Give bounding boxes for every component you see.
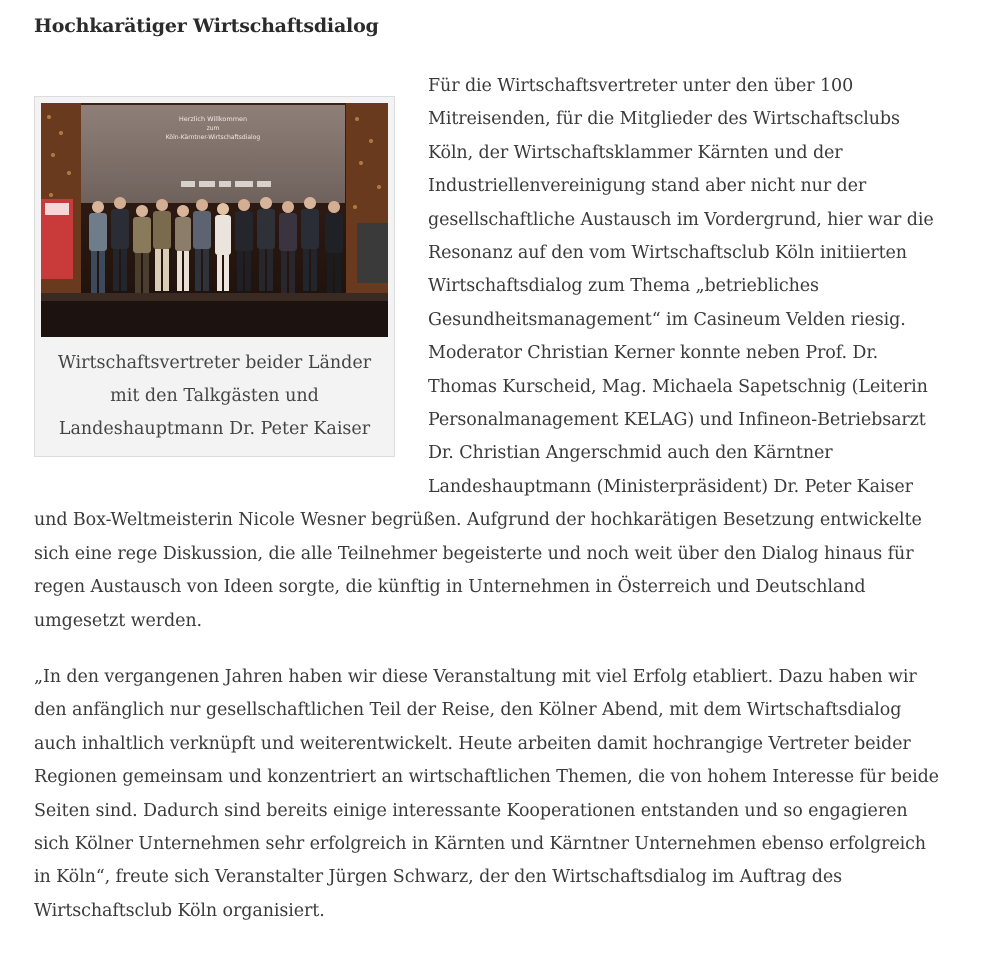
screen-text-2: zum bbox=[206, 125, 220, 132]
screen-text-1: Herzlich Willkommen bbox=[178, 115, 248, 123]
article bbox=[34, 0, 946, 928]
paragraph-2: „In den vergangenen Jahren haben wir diese Veranstaltung mit viel Erfolg etabliert. Dazu haben wir den anfänglich nur gesellschaftlichen Teil der Reise, den Kölner Abend, mit dem Wirtschaftsdialog auch inhaltlich verknüpft und weiterentwickelt. Heute arbeiten damit hochrangige Vertreter beider Regionen gemeinsam und konzentriert an wirtschaftlichen Themen, die von hohem Interesse für beide Seiten sind. Dadurch sind bereits einige interessante Kooperationen entstanden und so engagieren sich Kölner Unternehmen sehr erfolgreich in Kärnten und Kärntner Unternehmen ebenso erfolgreich in Köln“, freute sich Veranstalter Jürgen Schwarz, der den Wirtschaftsdialog im Auftrag des Wirtschaftsclub Köln organisiert. bbox=[34, 666, 939, 921]
paragraph-1: Für die Wirtschaftsvertreter unter den über 100 Mitreisenden, für die Mitglieder des Wirtschaftsclubs Köln, der Wirtschaftsklammer Kärnten und der Industriellenvereinigung stand aber nicht nur der gesellschaftliche Austausch im Vordergrund, hier war die Resonanz auf den vom Wirtschaftsclub Köln initiierten Wirtschaftsdialog zum Thema „betriebliches Gesundheitsmanagement“ im Casineum Velden riesig. Moderator Christian Kerner konnte neben Prof. Dr. Thomas Kurscheid, Mag. Michaela Sapetschnig (Leiterin Personalmanagement KELAG) und Infineon-Betriebsarzt Dr. Christian Angerschmid auch den Kärntner Landeshauptmann (Ministerpräsident) Dr. Peter Kaiser und Box-Weltmeisterin Nicole Wesner begrüßen. Aufgrund der hochkarätigen Besetzung entwickelte sich eine rege Diskussion, die alle Teilnehmer begeisterte und noch weit über den Dialog hinaus für regen Austausch von Ideen sorgte, die künftig in Unternehmen in Österreich und Deutschland umgesetzt werden. bbox=[34, 76, 934, 631]
photo-figure bbox=[34, 96, 395, 457]
event-photo bbox=[41, 103, 388, 337]
screen-text-3: Köln-Kärntner-Wirtschaftsdialog bbox=[165, 134, 261, 141]
article-heading: Hochkarätiger Wirtschaftsdialog bbox=[34, 15, 379, 37]
photo-caption: Wirtschaftsvertreter beider Länder mit den Talkgästen und Landeshauptmann Dr. Peter Kaiser bbox=[57, 353, 372, 439]
